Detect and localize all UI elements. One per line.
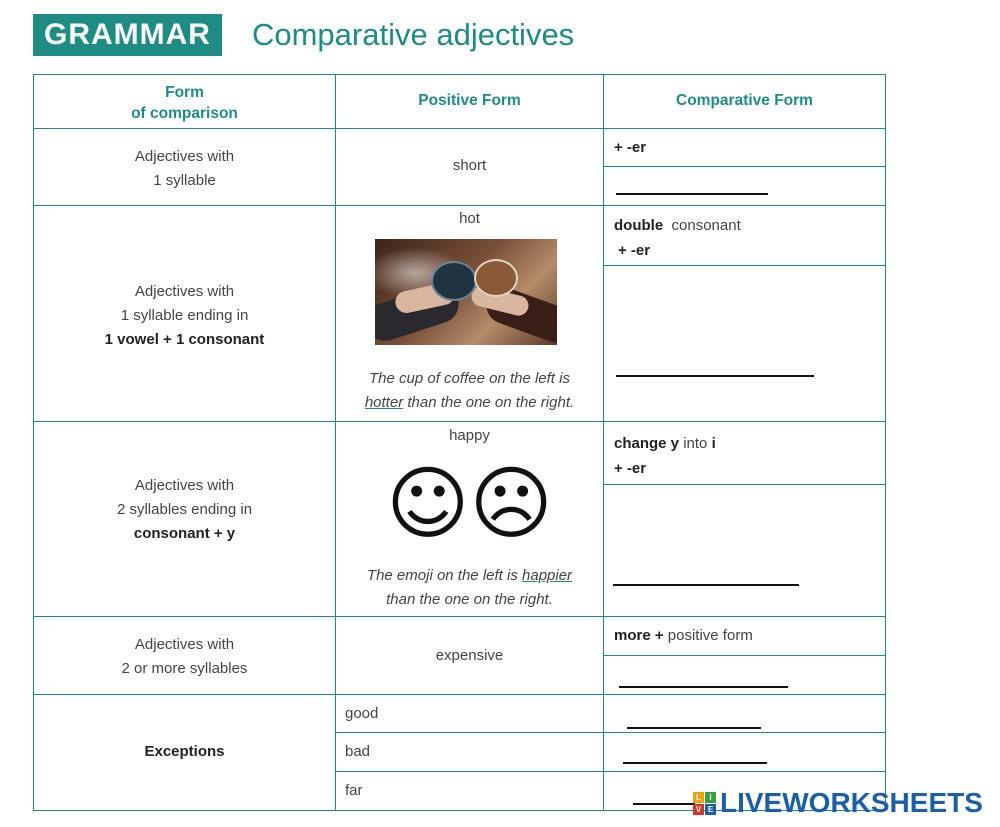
sad-face-icon: ☹ — [469, 457, 553, 550]
header-positive-form: Positive Form — [418, 92, 521, 109]
rule-add-er: + -er — [614, 139, 647, 156]
logo-mark-letter: E — [705, 804, 716, 815]
form-text: Adjectives with — [134, 283, 235, 300]
form-text: Adjectives with — [134, 636, 235, 653]
example-coffee-sentence — [336, 367, 603, 415]
form-text: 2 or more syllables — [121, 660, 248, 677]
row-consonant-y-form — [34, 474, 335, 546]
example-text: The emoji on the left is — [366, 567, 518, 584]
exception-far: far — [345, 782, 363, 799]
rule-bold: double — [614, 217, 664, 234]
form-text-bold: consonant + y — [133, 525, 236, 542]
example-text: The cup of coffee on the left is — [369, 370, 570, 387]
exception-bad: bad — [345, 743, 371, 760]
rule-bold: i — [711, 435, 716, 452]
form-text: 1 syllable ending in — [120, 307, 249, 324]
coffee-cups-photo — [375, 239, 557, 345]
logo-text: LIVEWORKSHEETS — [720, 787, 983, 818]
example-emoji-sentence — [336, 564, 603, 612]
logo-mark-letter: I — [705, 792, 716, 803]
answer-line-far[interactable] — [633, 803, 695, 805]
liveworksheets-logo — [693, 787, 983, 819]
form-text: Adjectives with — [134, 148, 235, 165]
rule-bold: more + — [614, 627, 664, 644]
exception-good: good — [345, 705, 379, 722]
smiley-face-icon: ☺ — [386, 457, 470, 550]
header-form-line1: Form — [165, 84, 204, 101]
rule-bold: change y — [614, 435, 680, 452]
rule-add-er: + -er — [618, 242, 651, 259]
example-highlight: hotter — [364, 394, 404, 411]
logo-mark-letter: V — [693, 804, 704, 815]
answer-line-bad[interactable] — [623, 762, 767, 764]
rule-add-er: + -er — [614, 460, 647, 477]
answer-line-expensive[interactable] — [619, 686, 788, 688]
positive-hot: hot — [459, 210, 480, 227]
answer-line-good[interactable] — [627, 727, 761, 729]
form-text: 1 syllable — [153, 172, 216, 189]
row-one-syllable-form — [34, 145, 335, 193]
logo-mark-icon — [693, 792, 716, 815]
header-form-of-comparison — [34, 82, 335, 124]
positive-short: short — [452, 157, 487, 174]
rule-text: positive form — [667, 627, 753, 644]
form-text: Adjectives with — [134, 477, 235, 494]
example-highlight: happier — [522, 567, 573, 584]
example-text: than the one on the right. — [407, 394, 575, 411]
rule-change-y-into-i — [614, 431, 716, 481]
form-text-bold: 1 vowel + 1 consonant — [104, 331, 265, 348]
answer-line-happy[interactable] — [613, 584, 799, 586]
header-form-line2: of comparison — [131, 105, 238, 122]
positive-expensive: expensive — [435, 647, 504, 664]
answer-line-hot[interactable] — [616, 375, 814, 377]
positive-happy: happy — [449, 427, 490, 444]
row-cvc-form — [34, 280, 335, 352]
header-comparative-form: Comparative Form — [676, 92, 813, 109]
rule-more-positive — [614, 627, 753, 644]
page-title: Comparative adjectives — [251, 17, 575, 52]
logo-mark-letter: L — [693, 792, 704, 803]
rule-text: into — [683, 435, 708, 452]
rule-text: consonant — [671, 217, 741, 234]
row-long-form — [34, 633, 335, 681]
exceptions-label: Exceptions — [144, 743, 225, 760]
answer-line-short[interactable] — [616, 193, 768, 195]
example-text: than the one on the right. — [386, 591, 553, 608]
rule-double-consonant — [614, 213, 741, 263]
form-text: 2 syllables ending in — [116, 501, 253, 518]
grammar-badge: GRAMMAR — [33, 14, 222, 56]
emoji-faces — [336, 459, 603, 549]
